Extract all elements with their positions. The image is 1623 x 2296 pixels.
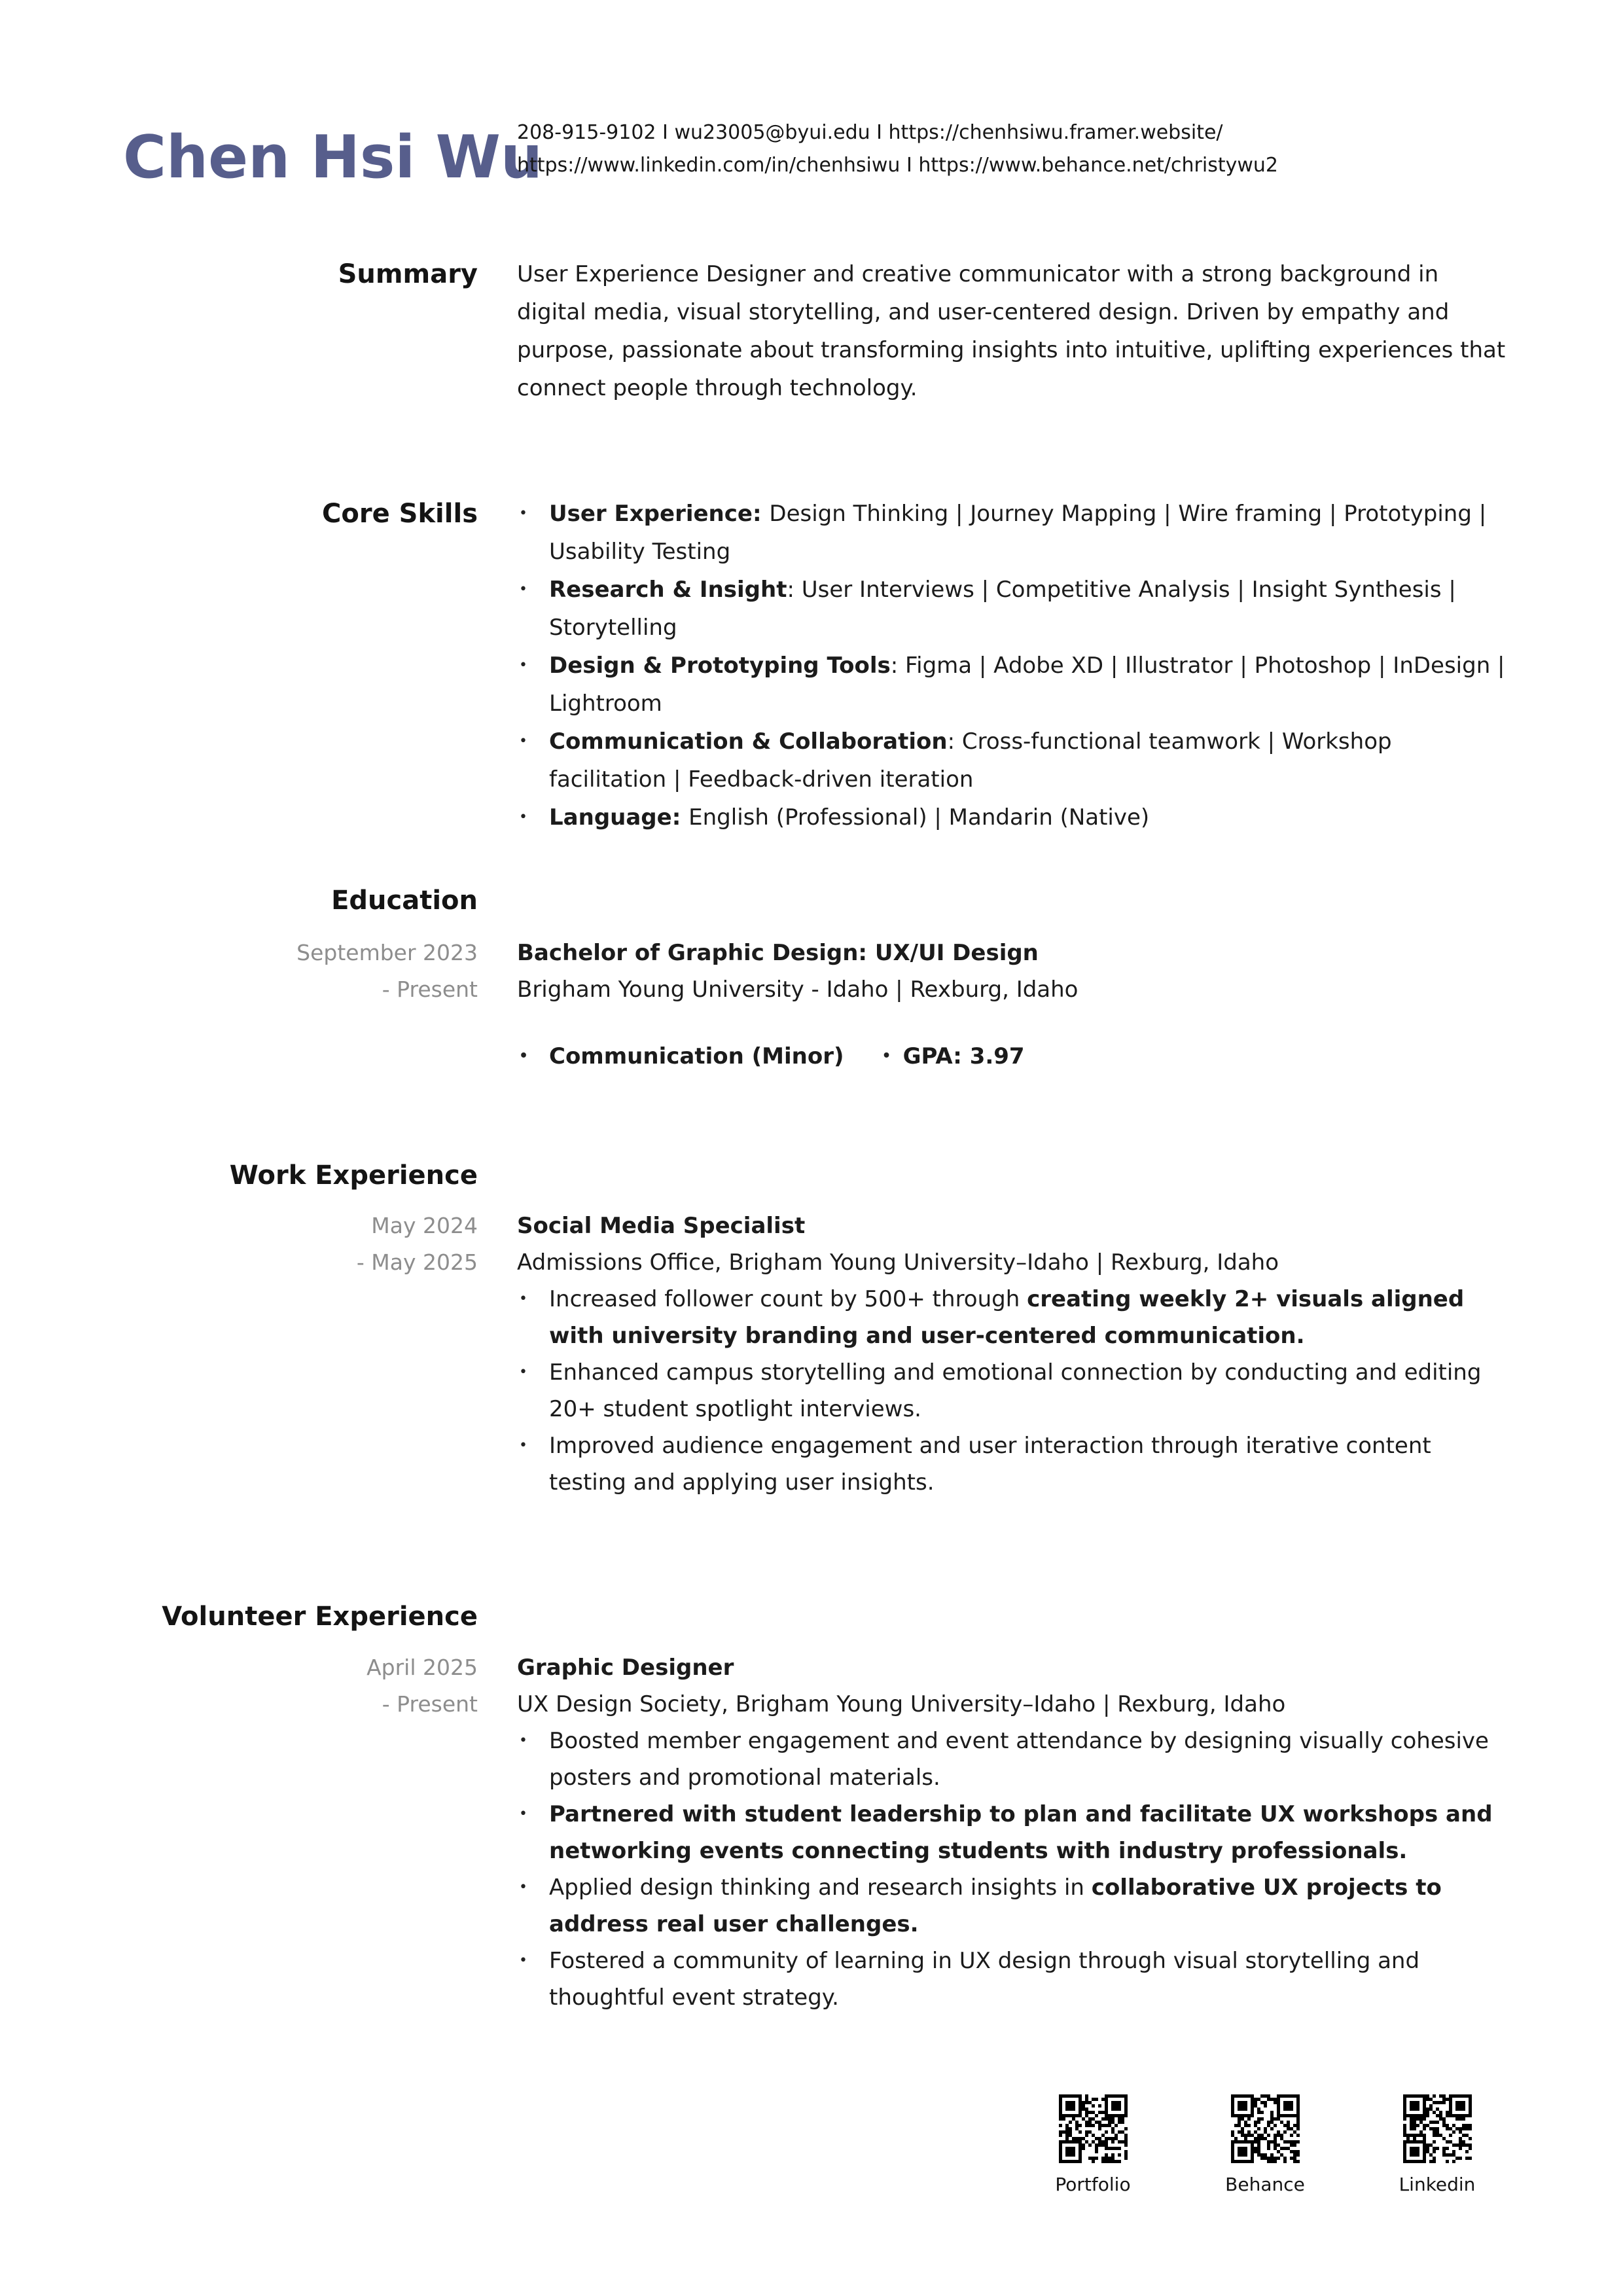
list-item: • Language: English (Professional) | Mandarin (Native) <box>517 798 1508 836</box>
volunteer-dates <box>0 1649 478 2016</box>
date-line: April 2025 <box>366 1655 478 1680</box>
bullet-icon: • <box>519 1952 527 1969</box>
volunteer-entry <box>0 1649 1623 2016</box>
volunteer-title: Graphic Designer <box>517 1655 734 1681</box>
bullet-icon: • <box>519 1732 527 1749</box>
list-item: • User Experience: Design Thinking | Journey Mapping | Wire framing | Prototyping | Usability Testing <box>517 495 1508 571</box>
education-highlights <box>517 1038 1508 1075</box>
bullet-icon: • <box>519 1879 527 1895</box>
qr-code-row <box>1037 2094 1493 2195</box>
behance-qr-code-icon <box>1231 2094 1300 2163</box>
section-label-summary: Summary <box>338 259 478 289</box>
work-title: Social Media Specialist <box>517 1213 806 1239</box>
section-label-volunteer-experience: Volunteer Experience <box>162 1602 478 1632</box>
bullet-icon: • <box>519 1806 527 1822</box>
bullet-icon: • <box>519 1048 529 1064</box>
date-line: - May 2025 <box>356 1249 478 1275</box>
work-entry <box>0 1208 1623 1501</box>
section-label-core-skills: Core Skills <box>322 499 478 529</box>
core-skills-section <box>0 495 1623 836</box>
list-item: • Research & Insight: User Interviews | Competitive Analysis | Insight Synthesis | Storytelling <box>517 571 1508 647</box>
list-item: • Communication & Collaboration: Cross-functional teamwork | Workshop facilitation | Feedback-driven iteration <box>517 723 1508 798</box>
page-title: Chen Hsi Wu <box>123 123 543 192</box>
bullet-icon: • <box>519 809 527 825</box>
date-line: May 2024 <box>371 1213 478 1238</box>
list-item: • Boosted member engagement and event attendance by designing visually cohesive posters and promotional materials. <box>517 1723 1508 1796</box>
contact-line-1: 208-915-9102 I wu23005@byui.edu I https://chenhsiwu.framer.website/ <box>517 121 1223 144</box>
education-minor: Communication (Minor) <box>549 1043 844 1069</box>
work-dates <box>0 1208 478 1501</box>
work-org: Admissions Office, Brigham Young University–Idaho | Rexburg, Idaho <box>517 1249 1279 1276</box>
linkedin-qr-code-icon <box>1403 2094 1472 2163</box>
contact-line-2: https://www.linkedin.com/in/chenhsiwu I https://www.behance.net/christywu2 <box>517 154 1278 177</box>
volunteer-org: UX Design Society, Brigham Young University–Idaho | Rexburg, Idaho <box>517 1691 1286 1717</box>
bullet-icon: • <box>519 505 527 522</box>
date-line: - Present <box>382 977 478 1002</box>
bullet-icon: • <box>519 733 527 749</box>
contact-info <box>517 117 1538 182</box>
bullet-icon: • <box>519 1364 527 1380</box>
summary-text: User Experience Designer and creative communicator with a strong background in digital media, visual storytelling, and user-centered design. Driven by empathy and purpose, passionate about transforming insights into intuitive, uplifting experiences that connect people through technology. <box>517 261 1506 401</box>
core-skills-list <box>517 495 1508 836</box>
bullet-icon: • <box>519 657 527 673</box>
list-item: • Partnered with student leadership to plan and facilitate UX workshops and networking events connecting students with industry professionals. <box>517 1796 1508 1869</box>
education-entry <box>0 935 1623 1075</box>
bullet-icon: • <box>519 1291 527 1307</box>
list-item: • Enhanced campus storytelling and emotional connection by conducting and editing 20+ student spotlight interviews. <box>517 1354 1508 1427</box>
date-line: September 2023 <box>296 940 478 965</box>
qr-item-linkedin <box>1382 2094 1493 2195</box>
education-dates <box>0 935 478 1075</box>
education-gpa: GPA: 3.97 <box>902 1043 1025 1069</box>
education-school: Brigham Young University - Idaho | Rexburg, Idaho <box>517 977 1079 1003</box>
list-item: • Applied design thinking and research insights in collaborative UX projects to address real user challenges. <box>517 1869 1508 1943</box>
list-item: • Increased follower count by 500+ through creating weekly 2+ visuals aligned with university branding and user-centered communication. <box>517 1281 1508 1354</box>
list-item: • Design & Prototyping Tools: Figma | Adobe XD | Illustrator | Photoshop | InDesign | Lightroom <box>517 647 1508 723</box>
qr-label: Linkedin <box>1399 2174 1476 2195</box>
qr-label: Portfolio <box>1055 2174 1131 2195</box>
bullet-icon: • <box>519 581 527 598</box>
qr-label: Behance <box>1225 2174 1305 2195</box>
summary-section <box>0 255 1623 407</box>
section-label-work-experience: Work Experience <box>229 1160 478 1191</box>
date-line: - Present <box>382 1691 478 1717</box>
section-label-education: Education <box>331 886 478 916</box>
bullet-icon: • <box>519 1437 527 1454</box>
list-item: • Fostered a community of learning in UX design through visual storytelling and thoughtful event strategy. <box>517 1943 1508 2016</box>
work-bullets <box>517 1281 1508 1501</box>
portfolio-qr-code-icon <box>1059 2094 1128 2163</box>
list-item: • Improved audience engagement and user interaction through iterative content testing and applying user insights. <box>517 1427 1508 1501</box>
qr-item-behance <box>1209 2094 1321 2195</box>
education-degree: Bachelor of Graphic Design: UX/UI Design <box>517 940 1039 966</box>
volunteer-bullets <box>517 1723 1508 2016</box>
bullet-icon: • <box>882 1048 891 1064</box>
qr-item-portfolio <box>1037 2094 1149 2195</box>
